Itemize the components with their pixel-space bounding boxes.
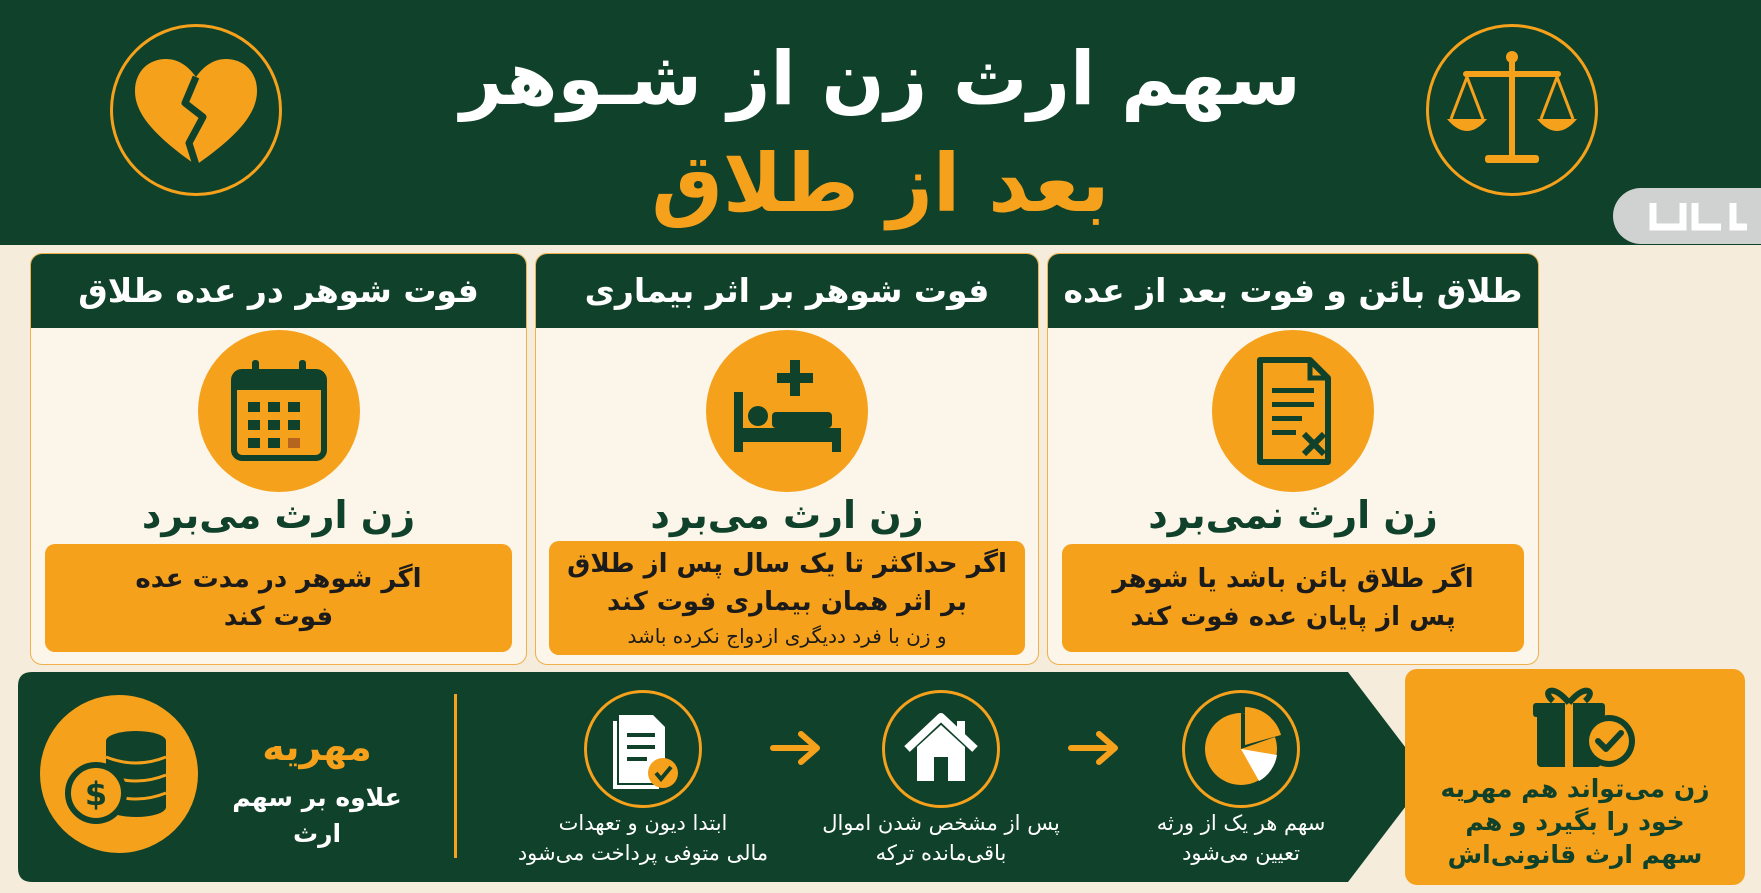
final-result-text [1400, 772, 1750, 871]
page-subtitle: بعد از طلاق [651, 137, 1110, 230]
final-line: خود را بگیرد و هم [1465, 807, 1685, 836]
card-icon-badge [198, 330, 360, 492]
card-condition-box-illness [549, 541, 1025, 655]
card-result: زن ارث می‌برد [141, 493, 416, 537]
step-line: سهم هر یک از ورثه [1156, 811, 1326, 835]
mahr-title: مهریه [262, 725, 372, 769]
bottom-divider [454, 694, 457, 858]
condition-line: بر اثر همان بیماری فوت کند [606, 587, 968, 617]
card-rajei-divorce [30, 253, 527, 665]
gift-check-icon [1523, 677, 1643, 777]
card-icon-badge [706, 330, 868, 492]
page-title: سهم ارث زن از شـوهر [460, 36, 1301, 122]
house-icon [885, 693, 997, 805]
step-debts-badge [584, 690, 702, 808]
document-x-icon [1212, 330, 1374, 492]
brand-logo [1643, 197, 1753, 235]
condition-line: فوت کند [223, 602, 334, 632]
step-line: پس از مشخص شدن اموال [822, 811, 1060, 835]
calendar-icon [198, 330, 360, 492]
step-estate-badge [882, 690, 1000, 808]
pie-chart-icon [1185, 693, 1297, 805]
step-shares-text [1096, 808, 1386, 868]
card-bain-divorce [1047, 253, 1539, 665]
card-heading: فوت شوهر بر اثر بیماری [536, 254, 1038, 328]
step-debts-text [498, 808, 788, 868]
step-shares-badge [1182, 690, 1300, 808]
card-result: زن ارث می‌برد [650, 493, 924, 537]
condition-line: اگر طلاق بائن باشد یا شوهر [1112, 564, 1474, 594]
mahr-icon-badge [40, 695, 198, 853]
step-line: ابتدا دیون و تعهدات [558, 811, 728, 835]
svg-text:$: $ [84, 775, 108, 813]
card-heading: فوت شوهر در عده طلاق [31, 254, 526, 328]
step-line: تعیین می‌شود [1182, 841, 1300, 865]
final-line: سهم ارث قانونی‌اش [1447, 840, 1703, 869]
step-line: باقی‌مانده ترکه [875, 841, 1007, 865]
card-condition-box [45, 544, 512, 652]
arrow-right-icon [1067, 728, 1123, 768]
arrow-right-icon [769, 728, 825, 768]
condition-small-line: و زن با فرد ددیگری ازدواج نکرده باشد [627, 624, 947, 648]
condition-line: اگر حداکثر تا یک سال پس از طلاق [567, 549, 1007, 579]
condition-line: اگر شوهر در مدت عده [135, 564, 422, 594]
hospital-bed-icon [706, 330, 868, 492]
card-condition-box [1062, 544, 1524, 652]
card-result: زن ارث نمی‌برد [1148, 493, 1438, 537]
card-heading: طلاق بائن و فوت بعد از عده [1048, 254, 1538, 328]
step-line: مالی متوفی پرداخت می‌شود [517, 841, 769, 865]
coins-dollar-icon [40, 695, 198, 853]
document-check-icon [587, 693, 699, 805]
final-line: زن می‌تواند هم مهریه [1440, 774, 1710, 803]
card-icon-badge [1212, 330, 1374, 492]
step-estate-text [796, 808, 1086, 868]
condition-line: پس از پایان عده فوت کند [1130, 602, 1456, 632]
mahr-subtitle: علاوه بر سهم ارث [232, 783, 402, 848]
